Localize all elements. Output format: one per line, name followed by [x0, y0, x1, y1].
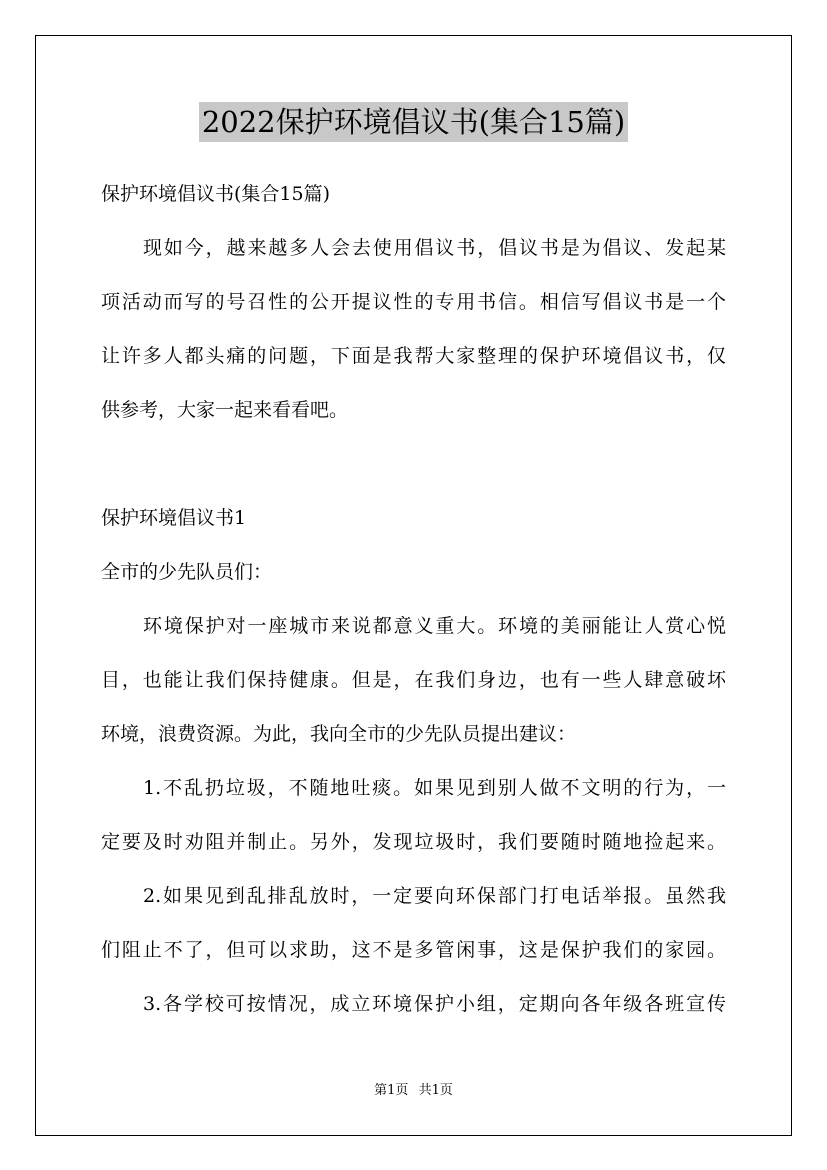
body-line-4: 1.不乱扔垃圾，不随地吐痰。如果见到别人做不文明的行为，一 [143, 777, 726, 799]
document-title: 2022保护环境倡议书(集合15篇) [199, 102, 628, 142]
body-line-3: 环境，浪费资源。为此，我向全市的少先队员提出建议： [101, 723, 577, 745]
intro-line-4: 供参考，大家一起来看看吧。 [101, 399, 349, 421]
body-line-6: 2.如果见到乱排乱放时，一定要向环保部门打电话举报。虽然我 [143, 885, 726, 907]
page-number-current: 第1页 [374, 1083, 409, 1098]
title-container [0, 102, 827, 142]
body-line-1: 环境保护对一座城市来说都意义重大。环境的美丽能让人赏心悦 [143, 615, 726, 637]
document-subtitle: 保护环境倡议书(集合15篇) [101, 183, 331, 205]
page-number-total: 共1页 [418, 1083, 453, 1098]
section-heading: 保护环境倡议书1 [101, 507, 247, 529]
body-line-2: 目，也能让我们保持健康。但是，在我们身边，也有一些人肆意破坏 [101, 669, 726, 691]
intro-line-1: 现如今，越来越多人会去使用倡议书，倡议书是为倡议、发起某 [143, 237, 726, 259]
intro-line-3: 让许多人都头痛的问题，下面是我帮大家整理的保护环境倡议书，仅 [101, 345, 726, 367]
page-footer [0, 1082, 827, 1100]
body-line-8: 3.各学校可按情况，成立环境保护小组，定期向各年级各班宣传 [143, 993, 726, 1015]
intro-line-2: 项活动而写的号召性的公开提议性的专用书信。相信写倡议书是一个 [101, 291, 726, 313]
body-line-7: 们阻止不了，但可以求助，这不是多管闲事，这是保护我们的家园。 [101, 939, 726, 961]
body-line-5: 定要及时劝阻并制止。另外，发现垃圾时，我们要随时随地捡起来。 [101, 831, 726, 853]
salutation: 全市的少先队员们： [101, 561, 273, 583]
